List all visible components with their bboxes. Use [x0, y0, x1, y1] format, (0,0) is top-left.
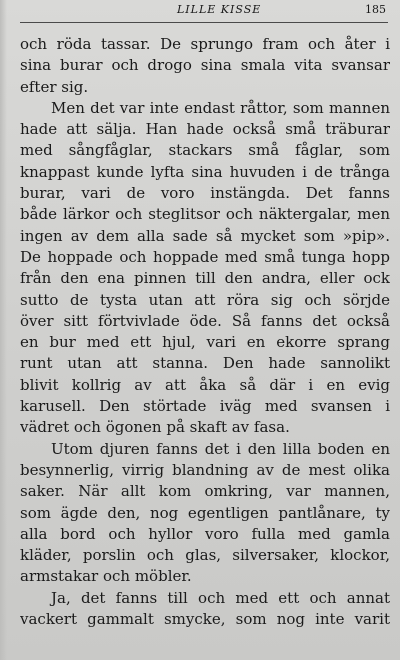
text-line: och röda tassar. De sprungo fram och åter i — [20, 35, 390, 53]
page-number: 185 — [365, 3, 386, 16]
text-line: från den ena pinnen till den andra, eller ock — [20, 269, 390, 288]
text-line: som ägde den, nog egentligen pantlånare, ty — [20, 503, 390, 522]
text-line: vädret och ögonen på skaft av fasa. — [20, 418, 290, 437]
running-head: LILLE KISSE — [177, 3, 262, 16]
text-line: alla bord och hyllor voro fulla med gamla — [20, 524, 390, 543]
text-line: ingen av dem alla sade så mycket som »pip». — [20, 226, 390, 245]
text-line: sutto de tysta utan att röra sig och sörjde — [20, 290, 390, 309]
text-line: saker. När allt kom omkring, var mannen, — [20, 482, 390, 501]
text-line: sina burar och drogo sina smala vita svansar — [20, 56, 390, 75]
text-line: karusell. Den störtade iväg med svansen i — [20, 397, 390, 416]
text-line: burar, vari de voro instängda. Det fanns — [20, 184, 390, 203]
text-line: Men det var inte endast råttor, som mannen — [51, 98, 390, 117]
text-line: hade att sälja. Han hade också små träburar — [20, 120, 390, 139]
body-text — [20, 34, 390, 630]
text-line: De hoppade och hoppade med små tunga hopp — [20, 247, 390, 266]
text-line: vackert gammalt smycke, som nog inte varit — [20, 610, 390, 629]
page-edge-shadow — [0, 0, 7, 660]
text-line: runt utan att stanna. Den hade sannolikt — [20, 354, 390, 373]
text-line: Ja, det fanns till och med ett och annat — [51, 588, 390, 607]
text-line: med sångfåglar, stackars små fåglar, som — [20, 141, 390, 160]
text-line: besynnerlig, virrig blandning av de mest olika — [20, 460, 390, 479]
text-line: kläder, porslin och glas, silversaker, klockor, — [20, 546, 390, 565]
text-line: Utom djuren fanns det i den lilla boden en — [51, 439, 390, 458]
text-line: både lärkor och steglitsor och näktergalar, men — [20, 205, 390, 224]
text-line: efter sig. — [20, 77, 89, 96]
text-line: över sitt förtvivlade öde. Så fanns det också — [20, 311, 390, 330]
page-header — [20, 0, 388, 23]
text-line: en bur med ett hjul, vari en ekorre sprang — [20, 333, 390, 352]
text-line: knappast kunde lyfta sina huvuden i de trånga — [20, 162, 390, 181]
text-line: armstakar och möbler. — [20, 567, 192, 586]
text-line: blivit kollrig av att åka så där i en evig — [20, 375, 390, 394]
